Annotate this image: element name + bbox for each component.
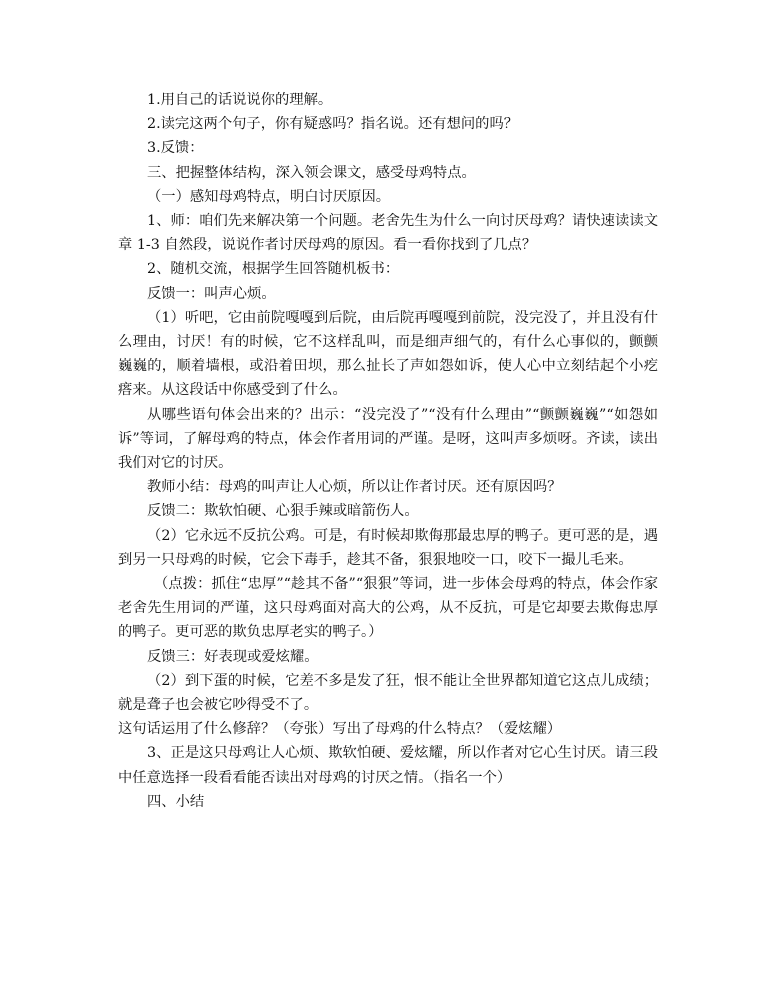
quote-paragraph-2: （2）它永远不反抗公鸡。可是，有时候却欺侮那最忠厚的鸭子。更可恶的是，遇到另一只母鸡的时候，它会下毒手，趁其不备，狠狠地咬一口，咬下一撮儿毛来。 bbox=[118, 527, 658, 568]
teacher-summary: 教师小结：母鸡的叫声让人心烦，所以让作者讨厌。还有原因吗？ bbox=[147, 479, 562, 496]
guidance-note: （点拨：抓住“忠厚”“趁其不备”“狠狠”等词，进一步体会母鸡的特点，体会作家老舍先生用词的严谨，这只母鸡面对高大的公鸡，从不反抗，可是它却要去欺侮忠厚的鸭子。更可恶的欺负忠厚老实的鸭子。） bbox=[118, 576, 658, 641]
feedback-two-heading: 反馈二：欺软怕硬、心狠手辣或暗箭伤人。 bbox=[147, 503, 419, 520]
paragraph-step-2: 2.读完这两个句子，你有疑惑吗？指名说。还有想问的吗？ bbox=[147, 116, 519, 133]
paragraph-teacher-question: 1、师：咱们先来解决第一个问题。老舍先生为什么一向讨厌母鸡？请快速读读文章 1-3 自然段，说说作者讨厌母鸡的原因。看一看你找到了几点？ bbox=[118, 213, 658, 254]
feedback-one-heading: 反馈一：叫声心烦。 bbox=[147, 285, 276, 302]
paragraph-conclusion: 3、正是这只母鸡让人心烦、欺软怕硬、爱炫耀，所以作者对它心生讨厌。请三段中任意选择一段看看能否读出对母鸡的讨厌之情。（指名一个） bbox=[118, 745, 658, 786]
quote-paragraph-3: （2）到下蛋的时候，它差不多是发了狂，恨不能让全世界都知道它这点儿成绩；就是聋子也会被它吵得受不了。 bbox=[118, 672, 658, 714]
subsection-heading-one: （一）感知母鸡特点，明白讨厌原因。 bbox=[147, 188, 391, 205]
section-heading-three: 三、把握整体结构，深入领会课文，感受母鸡特点。 bbox=[147, 164, 476, 181]
feedback-three-heading: 反馈三：好表现或爱炫耀。 bbox=[147, 648, 319, 665]
paragraph-step-3: 3.反馈： bbox=[147, 140, 204, 157]
rhetoric-question: 这句话运用了什么修辞？（夸张）写出了母鸡的什么特点？（爱炫耀） bbox=[118, 721, 562, 738]
quote-paragraph-1: （1）听吧，它由前院嘎嘎到后院，由后院再嘎嘎到前院，没完没了，并且没有什么理由，讨厌！有的时候，它不这样乱叫，而是细声细气的，有什么心事似的，颤颤巍巍的，顺着墙根，或沿着田坝，那么扯长了声如怨如诉，使人心中立刻结起个小疙瘩来。从这段话中你感受到了什么。 bbox=[118, 309, 658, 399]
paragraph-step-1: 1.用自己的话说说你的理解。 bbox=[147, 92, 333, 108]
paragraph-word-analysis: 从哪些语句体会出来的？出示：“没完没了”“没有什么理由”“颤颤巍巍”“如怨如诉”等词，了解母鸡的特点，体会作者用词的严谨。是呀，这叫声多烦呀。齐读，读出我们对它的讨厌。 bbox=[118, 406, 658, 472]
paragraph-board-writing: 2、随机交流，根据学生回答随机板书： bbox=[147, 261, 400, 278]
section-heading-four: 四、小结 bbox=[147, 793, 205, 810]
document-body bbox=[118, 88, 658, 814]
